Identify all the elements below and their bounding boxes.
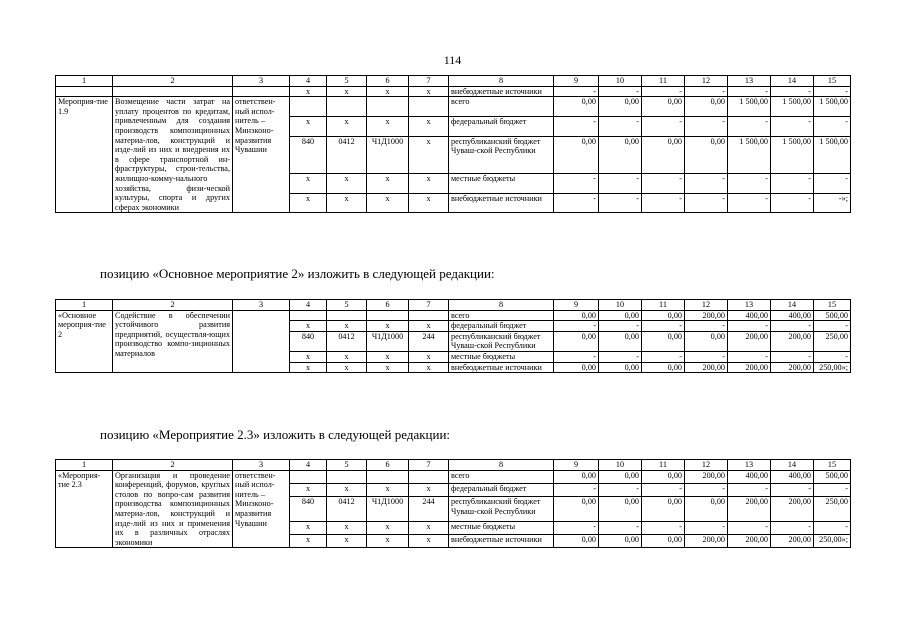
year-amount-cell: 200,00 [771,331,814,351]
year-amount-cell: - [599,173,642,193]
column-number-7: 7 [409,76,449,87]
year-amount-cell: 250,00»; [814,535,851,548]
year-amount-cell: 0,00 [554,496,599,521]
funding-source-cell: республиканский бюджет Чуваш-ской Республики [449,331,554,351]
column-number-7: 7 [409,300,449,311]
year-amount-cell: - [642,351,685,362]
funding-source-cell: внебюджетные источники [449,535,554,548]
year-amount-cell: 0,00 [599,496,642,521]
code-section-cell: х [327,521,367,534]
funding-source-cell: всего [449,470,554,483]
code-expense-cell: х [409,116,449,136]
code-ministry-cell: х [290,483,327,496]
column-number-4: 4 [290,460,327,471]
year-amount-cell: 1 500,00 [728,136,771,173]
column-number-12: 12 [685,460,728,471]
executor-cell: ответствен-ный испол-нитель – Минэконо-мразвития Чувашии [233,97,290,213]
code-ministry-cell [290,310,327,321]
year-amount-cell: 0,00 [599,136,642,173]
year-amount-cell: 250,00 [814,331,851,351]
column-number-5: 5 [327,300,367,311]
empty-cell [56,86,113,97]
column-number-9: 9 [554,300,599,311]
code-section-cell [327,470,367,483]
funding-source-cell: внебюджетные источники [449,362,554,373]
year-amount-cell: 200,00 [728,362,771,373]
funding-source-cell: внебюджетные источники [449,86,554,97]
code-expense-cell [409,470,449,483]
code-target-cell: х [367,362,409,373]
year-amount-cell: 0,00 [599,362,642,373]
funding-source-cell: республиканский бюджет Чуваш-ской Республики [449,136,554,173]
funding-source-cell: федеральный бюджет [449,483,554,496]
year-amount-cell: - [642,321,685,332]
year-amount-cell: 400,00 [728,310,771,321]
column-number-8: 8 [449,460,554,471]
column-number-11: 11 [642,460,685,471]
program-table-3 [55,459,851,548]
year-amount-cell: 0,00 [599,97,642,117]
code-section-cell: х [327,321,367,332]
year-amount-cell: 0,00 [685,331,728,351]
program-table-2 [55,299,851,373]
table-header-row [56,460,851,471]
code-section-cell [327,97,367,117]
column-number-13: 13 [728,300,771,311]
year-amount-cell: - [642,193,685,213]
code-ministry-cell: 840 [290,331,327,351]
code-expense-cell: х [409,521,449,534]
year-amount-cell: - [771,321,814,332]
year-amount-cell: - [685,483,728,496]
year-amount-cell: 0,00 [685,97,728,117]
code-target-cell [367,97,409,117]
table-header-row [56,76,851,87]
year-amount-cell: - [685,116,728,136]
funding-source-cell: всего [449,310,554,321]
empty-cell [233,86,290,97]
year-amount-cell: 0,00 [642,310,685,321]
year-amount-cell: 0,00 [642,535,685,548]
year-amount-cell: - [728,116,771,136]
year-amount-cell: 200,00 [728,331,771,351]
code-expense-cell: х [409,483,449,496]
event-name-cell: «Мероприя-тие 2.3 [56,470,113,548]
code-ministry-cell: х [290,86,327,97]
column-number-7: 7 [409,460,449,471]
code-expense-cell: х [409,362,449,373]
code-target-cell [367,470,409,483]
code-section-cell: х [327,116,367,136]
year-amount-cell: - [771,193,814,213]
empty-cell [113,86,233,97]
year-amount-cell: 200,00 [771,496,814,521]
year-amount-cell: - [728,321,771,332]
funding-source-cell: местные бюджеты [449,351,554,362]
year-amount-cell: - [685,193,728,213]
year-amount-cell: - [728,351,771,362]
year-amount-cell: - [771,521,814,534]
year-amount-cell: 400,00 [771,470,814,483]
code-ministry-cell [290,470,327,483]
year-amount-cell: 1 500,00 [814,136,851,173]
year-amount-cell: - [814,173,851,193]
year-amount-cell: - [554,521,599,534]
executor-cell: ответствен-ный испол-нитель – Минэконо-мразвития Чувашии [233,470,290,548]
code-target-cell: х [367,351,409,362]
code-target-cell: Ч1Д1000 [367,496,409,521]
code-ministry-cell: 840 [290,136,327,173]
code-expense-cell: х [409,535,449,548]
code-section-cell: х [327,193,367,213]
year-amount-cell: 0,00 [554,310,599,321]
code-section-cell: х [327,351,367,362]
year-amount-cell: - [771,483,814,496]
year-amount-cell: 0,00 [554,470,599,483]
code-ministry-cell [290,97,327,117]
column-number-1: 1 [56,300,113,311]
year-amount-cell: 0,00 [554,362,599,373]
code-expense-cell: х [409,351,449,362]
column-number-1: 1 [56,76,113,87]
code-section-cell: х [327,173,367,193]
year-amount-cell: - [554,351,599,362]
code-ministry-cell: х [290,535,327,548]
year-amount-cell: - [685,321,728,332]
column-number-11: 11 [642,76,685,87]
code-expense-cell: х [409,86,449,97]
year-amount-cell: 1 500,00 [814,97,851,117]
code-target-cell: Ч1Д1000 [367,331,409,351]
year-amount-cell: 0,00 [599,331,642,351]
year-amount-cell: 0,00 [599,535,642,548]
column-number-14: 14 [771,76,814,87]
year-amount-cell: - [728,193,771,213]
year-amount-cell: - [554,173,599,193]
code-section-cell [327,310,367,321]
code-ministry-cell: 840 [290,496,327,521]
year-amount-cell: 0,00 [642,331,685,351]
code-expense-cell [409,97,449,117]
code-target-cell: х [367,173,409,193]
year-amount-cell: - [685,86,728,97]
year-amount-cell: 0,00 [554,97,599,117]
year-amount-cell: 1 500,00 [771,97,814,117]
year-amount-cell: 0,00 [554,331,599,351]
page-number: 114 [443,53,462,67]
funding-source-cell: местные бюджеты [449,173,554,193]
year-amount-cell: 400,00 [771,310,814,321]
year-amount-cell: - [771,351,814,362]
column-number-3: 3 [233,460,290,471]
year-amount-cell: 0,00 [599,470,642,483]
column-number-12: 12 [685,76,728,87]
code-section-cell: 0412 [327,331,367,351]
year-amount-cell: - [685,351,728,362]
code-ministry-cell: х [290,351,327,362]
year-amount-cell: - [728,483,771,496]
program-table-1 [55,75,851,213]
year-amount-cell: - [642,116,685,136]
year-amount-cell: - [599,193,642,213]
funding-source-cell: федеральный бюджет [449,321,554,332]
column-number-15: 15 [814,76,851,87]
column-number-14: 14 [771,300,814,311]
year-amount-cell: 1 500,00 [771,136,814,173]
section-heading-event-2-3: позицию «Мероприятие 2.3» изложить в следующей редакции: [100,427,451,442]
column-number-8: 8 [449,300,554,311]
year-amount-cell: - [771,173,814,193]
code-section-cell: х [327,362,367,373]
year-amount-cell: 1 500,00 [728,97,771,117]
column-number-13: 13 [728,76,771,87]
column-number-12: 12 [685,300,728,311]
column-number-13: 13 [728,460,771,471]
year-amount-cell: - [814,483,851,496]
code-ministry-cell: х [290,193,327,213]
column-number-9: 9 [554,460,599,471]
code-ministry-cell: х [290,362,327,373]
column-number-15: 15 [814,300,851,311]
year-amount-cell: - [814,351,851,362]
column-number-4: 4 [290,300,327,311]
year-amount-cell: 0,00 [599,310,642,321]
year-amount-cell: - [728,86,771,97]
year-amount-cell: 250,00»; [814,362,851,373]
year-amount-cell: - [554,116,599,136]
code-section-cell: х [327,483,367,496]
code-target-cell: Ч1Д1000 [367,136,409,173]
year-amount-cell: 0,00 [554,136,599,173]
year-amount-cell: - [685,521,728,534]
event-name-cell: «Основное мероприя-тие 2 [56,310,113,373]
table-row [56,86,851,97]
code-target-cell [367,310,409,321]
year-amount-cell: 200,00 [728,496,771,521]
column-number-10: 10 [599,76,642,87]
section-heading-main-event-2: позицию «Основное мероприятие 2» изложить в следующей редакции: [100,266,495,281]
column-number-3: 3 [233,76,290,87]
event-description-cell: Организация и проведение конференций, форумов, круглых столов по вопро-сам развития производства композиционных материа-лов, конструкций и изде-лий из них и применения их в различных отраслях экономики [113,470,233,548]
year-amount-cell: - [814,116,851,136]
code-target-cell: х [367,86,409,97]
event-description-cell: Возмещение части затрат на уплату процентов по кредитам, привлеченным для создания производств композиционных материа-лов, конструкций и изде-лий из них и внедрения их в сфере транспортной ин-фраструктуры, строи-тельства, жилищно-комму-нального хозяйства, физи-ческой культуры, спорта и других сферах экономики [113,97,233,213]
year-amount-cell: 200,00 [685,362,728,373]
table-row [56,97,851,117]
year-amount-cell: 200,00 [728,535,771,548]
year-amount-cell: - [554,193,599,213]
code-expense-cell [409,310,449,321]
code-ministry-cell: х [290,521,327,534]
code-expense-cell: х [409,321,449,332]
year-amount-cell: - [642,483,685,496]
year-amount-cell: 200,00 [685,310,728,321]
column-number-6: 6 [367,76,409,87]
year-amount-cell: - [642,86,685,97]
funding-source-cell: всего [449,97,554,117]
year-amount-cell: -»; [814,193,851,213]
funding-source-cell: местные бюджеты [449,521,554,534]
year-amount-cell: 0,00 [642,496,685,521]
table-row [56,310,851,321]
year-amount-cell: - [814,86,851,97]
column-number-3: 3 [233,300,290,311]
code-ministry-cell: х [290,116,327,136]
event-name-cell: Мероприя-тие 1.9 [56,97,113,213]
year-amount-cell: - [554,483,599,496]
code-target-cell: х [367,521,409,534]
code-ministry-cell: х [290,321,327,332]
column-number-1: 1 [56,460,113,471]
year-amount-cell: - [814,321,851,332]
year-amount-cell: - [642,173,685,193]
code-ministry-cell: х [290,173,327,193]
code-expense-cell: 244 [409,331,449,351]
year-amount-cell: - [599,351,642,362]
executor-cell [233,310,290,373]
year-amount-cell: - [728,521,771,534]
year-amount-cell: - [771,116,814,136]
code-expense-cell: х [409,136,449,173]
year-amount-cell: 0,00 [642,470,685,483]
year-amount-cell: - [599,116,642,136]
year-amount-cell: 200,00 [771,535,814,548]
code-expense-cell: 244 [409,496,449,521]
year-amount-cell: 0,00 [642,362,685,373]
year-amount-cell: 500,00 [814,470,851,483]
year-amount-cell: 200,00 [771,362,814,373]
year-amount-cell: 0,00 [554,535,599,548]
year-amount-cell: 200,00 [685,535,728,548]
funding-source-cell: внебюджетные источники [449,193,554,213]
year-amount-cell: 0,00 [642,136,685,173]
year-amount-cell: 200,00 [685,470,728,483]
year-amount-cell: - [599,483,642,496]
code-section-cell: 0412 [327,136,367,173]
year-amount-cell: 400,00 [728,470,771,483]
column-number-15: 15 [814,460,851,471]
year-amount-cell: - [599,321,642,332]
code-section-cell: х [327,535,367,548]
year-amount-cell: - [728,173,771,193]
table-header-row [56,300,851,311]
column-number-6: 6 [367,300,409,311]
column-number-2: 2 [113,300,233,311]
column-number-10: 10 [599,300,642,311]
year-amount-cell: 0,00 [685,136,728,173]
code-target-cell: х [367,483,409,496]
column-number-4: 4 [290,76,327,87]
column-number-2: 2 [113,460,233,471]
year-amount-cell: 0,00 [685,496,728,521]
code-target-cell: х [367,116,409,136]
year-amount-cell: - [554,86,599,97]
code-section-cell: 0412 [327,496,367,521]
code-target-cell: х [367,535,409,548]
funding-source-cell: республиканский бюджет Чуваш-ской Республики [449,496,554,521]
year-amount-cell: - [814,521,851,534]
column-number-5: 5 [327,460,367,471]
code-target-cell: х [367,193,409,213]
column-number-6: 6 [367,460,409,471]
column-number-11: 11 [642,300,685,311]
year-amount-cell: - [771,86,814,97]
year-amount-cell: 250,00 [814,496,851,521]
column-number-10: 10 [599,460,642,471]
year-amount-cell: - [642,521,685,534]
code-expense-cell: х [409,173,449,193]
code-target-cell: х [367,321,409,332]
year-amount-cell: - [599,521,642,534]
year-amount-cell: - [685,173,728,193]
column-number-8: 8 [449,76,554,87]
year-amount-cell: 0,00 [642,97,685,117]
year-amount-cell: - [554,321,599,332]
year-amount-cell: - [599,86,642,97]
table-row [56,470,851,483]
column-number-9: 9 [554,76,599,87]
event-description-cell: Содействие в обеспечении устойчивого развития предприятий, осуществля-ющих производство компо-зиционных материалов [113,310,233,373]
year-amount-cell: 500,00 [814,310,851,321]
column-number-2: 2 [113,76,233,87]
funding-source-cell: федеральный бюджет [449,116,554,136]
column-number-5: 5 [327,76,367,87]
column-number-14: 14 [771,460,814,471]
code-expense-cell: х [409,193,449,213]
code-section-cell: х [327,86,367,97]
